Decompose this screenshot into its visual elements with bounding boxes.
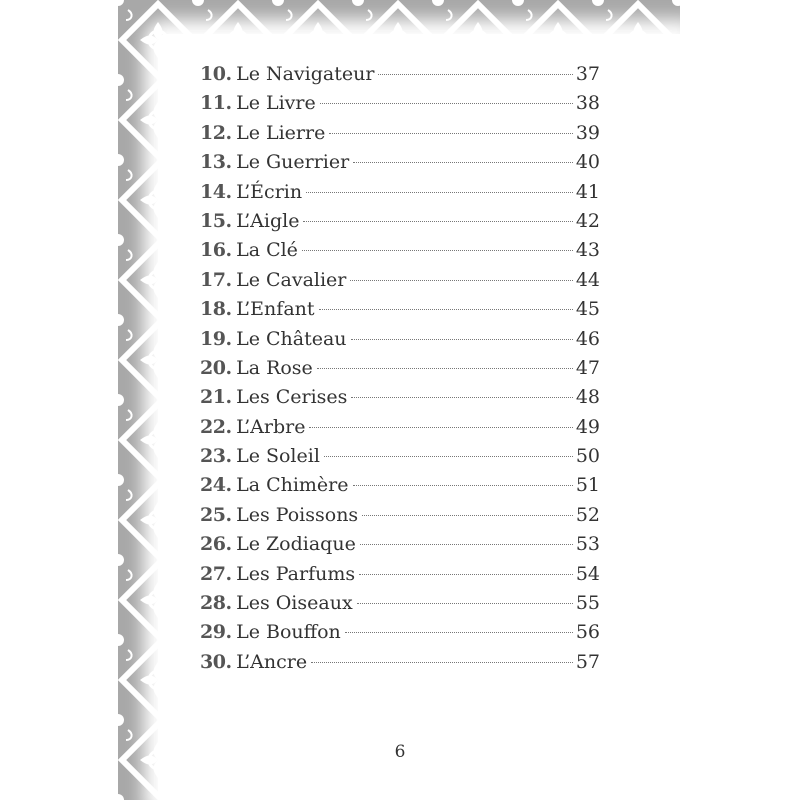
entry-number: 27 xyxy=(200,562,226,585)
entry-title: Les Oiseaux xyxy=(236,592,353,615)
entry-page: 46 xyxy=(575,327,600,350)
entry-title: Le Château xyxy=(236,327,347,350)
entry-page: 44 xyxy=(575,268,600,291)
toc-entry: 19 . Le Château 46 xyxy=(200,325,600,354)
entry-number: 28 xyxy=(200,592,226,615)
dot-leader xyxy=(317,368,573,369)
toc-entry: 13 . Le Guerrier 40 xyxy=(200,148,600,177)
entry-page: 57 xyxy=(575,650,600,673)
entry-title: Le Cavalier xyxy=(236,268,347,291)
entry-page: 47 xyxy=(575,356,600,379)
entry-number: 15 xyxy=(200,209,226,232)
entry-number: 30 xyxy=(200,650,226,673)
entry-page: 54 xyxy=(575,562,600,585)
entry-number: 29 xyxy=(200,621,226,644)
toc-entry: 28 . Les Oiseaux 55 xyxy=(200,589,600,618)
entry-number: 20 xyxy=(200,356,226,379)
dot-leader xyxy=(359,574,573,575)
toc-entry: 15 . L’Aigle 42 xyxy=(200,207,600,236)
entry-title: L’Arbre xyxy=(236,415,306,438)
toc-entry: 20 . La Rose 47 xyxy=(200,354,600,383)
entry-title: Les Cerises xyxy=(236,386,348,409)
dot-leader xyxy=(351,397,572,398)
dot-leader xyxy=(360,544,573,545)
toc-entry: 12 . Le Lierre 39 xyxy=(200,119,600,148)
entry-title: Le Lierre xyxy=(236,121,326,144)
entry-title: La Rose xyxy=(236,356,313,379)
toc-entry: 14 . L’Écrin 41 xyxy=(200,178,600,207)
dot-leader xyxy=(329,133,572,134)
entry-number: 24 xyxy=(200,474,226,497)
entry-number: 21 xyxy=(200,386,226,409)
entry-page: 38 xyxy=(575,92,600,115)
page-number: 6 xyxy=(394,742,406,762)
entry-title: La Clé xyxy=(236,239,298,262)
toc-entry: 10 . Le Navigateur 37 xyxy=(200,60,600,89)
entry-page: 37 xyxy=(575,63,600,85)
dot-leader xyxy=(309,427,572,428)
toc-entry: 21 . Les Cerises 48 xyxy=(200,383,600,412)
entry-number: 25 xyxy=(200,503,226,526)
entry-number: 23 xyxy=(200,445,226,468)
dot-leader xyxy=(303,221,572,222)
entry-title: Le Navigateur xyxy=(236,63,375,85)
entry-title: Le Livre xyxy=(236,92,316,115)
dot-leader xyxy=(324,456,573,457)
entry-page: 51 xyxy=(575,474,600,497)
entry-title: Le Zodiaque xyxy=(236,533,356,556)
entry-page: 49 xyxy=(575,415,600,438)
entry-title: Les Parfums xyxy=(236,562,356,585)
entry-number: 10 xyxy=(200,63,226,85)
entry-page: 41 xyxy=(575,180,600,203)
toc-entry: 22 . L’Arbre 49 xyxy=(200,413,600,442)
toc-entry: 23 . Le Soleil 50 xyxy=(200,442,600,471)
entry-number: 13 xyxy=(200,151,226,174)
dot-leader xyxy=(353,485,573,486)
entry-number: 16 xyxy=(200,239,226,262)
entry-number: 22 xyxy=(200,415,226,438)
entry-page: 42 xyxy=(575,209,600,232)
toc-entry: 27 . Les Parfums 54 xyxy=(200,560,600,589)
entry-number: 11 xyxy=(200,92,226,115)
entry-page: 52 xyxy=(575,503,600,526)
entry-title: L’Enfant xyxy=(236,298,315,321)
toc-entry: 26 . Le Zodiaque 53 xyxy=(200,530,600,559)
toc-entry: 17 . Le Cavalier 44 xyxy=(200,266,600,295)
entry-number: 12 xyxy=(200,121,226,144)
entry-page: 45 xyxy=(575,298,600,321)
dot-leader xyxy=(319,309,573,310)
entry-page: 43 xyxy=(575,239,600,262)
entry-page: 53 xyxy=(575,533,600,556)
entry-title: Le Guerrier xyxy=(236,151,350,174)
entry-page: 50 xyxy=(575,445,600,468)
entry-title: La Chimère xyxy=(236,474,349,497)
entry-title: L’Aigle xyxy=(236,209,300,232)
entry-page: 40 xyxy=(575,151,600,174)
entry-title: Le Soleil xyxy=(236,445,320,468)
entry-number: 18 xyxy=(200,298,226,321)
entry-number: 17 xyxy=(200,268,226,291)
dot-leader xyxy=(345,632,573,633)
entry-page: 56 xyxy=(575,621,600,644)
toc-entry: 16 . La Clé 43 xyxy=(200,236,600,265)
entry-title: Les Poissons xyxy=(236,503,359,526)
dot-leader xyxy=(353,162,573,163)
toc-entry: 25 . Les Poissons 52 xyxy=(200,501,600,530)
entry-page: 39 xyxy=(575,121,600,144)
entry-number: 26 xyxy=(200,533,226,556)
entry-number: 19 xyxy=(200,327,226,350)
toc-entry: 18 . L’Enfant 45 xyxy=(200,295,600,324)
dot-leader xyxy=(351,339,573,340)
entry-title: L’Écrin xyxy=(236,180,303,203)
entry-page: 55 xyxy=(575,592,600,615)
table-of-contents xyxy=(200,60,600,677)
dot-leader xyxy=(378,74,572,75)
entry-number: 14 xyxy=(200,180,226,203)
dot-leader xyxy=(362,515,573,516)
dot-leader xyxy=(320,103,573,104)
dot-leader xyxy=(302,250,573,251)
entry-page: 48 xyxy=(575,386,600,409)
toc-entry: 29 . Le Bouffon 56 xyxy=(200,618,600,647)
dot-leader xyxy=(357,603,573,604)
dot-leader xyxy=(306,192,573,193)
dot-leader xyxy=(311,662,573,663)
dot-leader xyxy=(350,280,572,281)
entry-title: Le Bouffon xyxy=(236,621,341,644)
entry-title: L’Ancre xyxy=(236,650,308,673)
toc-entry: 11 . Le Livre 38 xyxy=(200,89,600,118)
toc-entry: 30 . L’Ancre 57 xyxy=(200,648,600,677)
toc-entry: 24 . La Chimère 51 xyxy=(200,471,600,500)
